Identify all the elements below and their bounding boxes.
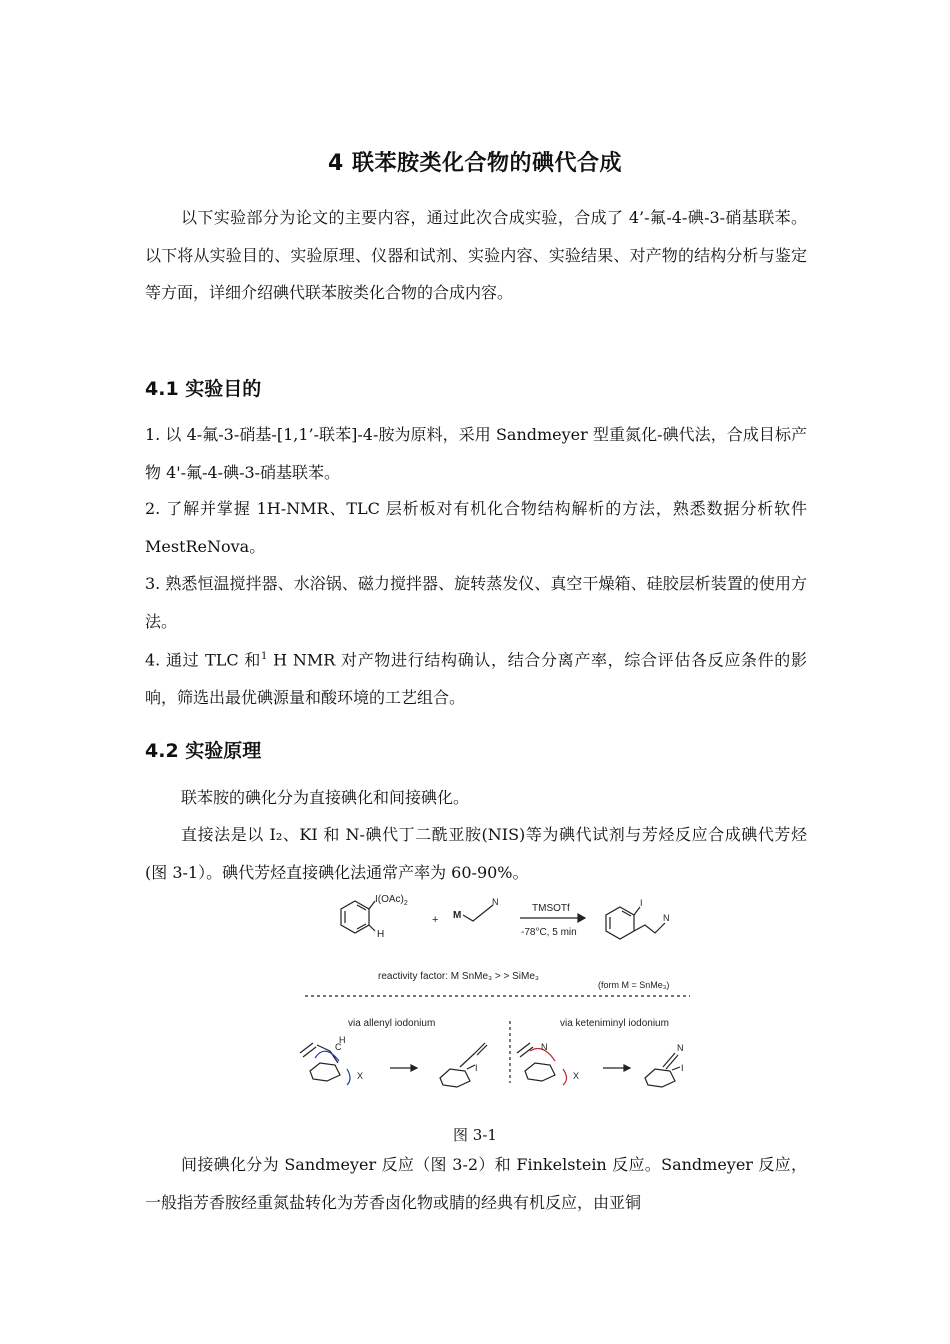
section-heading-4-2: 4.2 实验原理 [145, 740, 262, 762]
objective-item-2: 2. 了解并掌握 1H-NMR、TLC 层析板对有机化合物结构解析的方法，熟悉数据分析软件 MestReNova。 [145, 499, 807, 556]
reaction-arrow-head [578, 914, 585, 922]
n-label-2: N [541, 1042, 548, 1052]
h-label-2: H [339, 1035, 346, 1045]
i-label-left: I [475, 1063, 478, 1073]
section-heading-4-1: 4.1 实验目的 [145, 378, 262, 400]
figure-caption: 图 3-1 [453, 1126, 497, 1144]
h-label: H [377, 929, 385, 940]
mechanism-arrow-head-right [624, 1065, 630, 1071]
objective-item-4-text-a: 4. 通过 TLC 和 [145, 650, 262, 670]
c-label: C [335, 1042, 342, 1052]
product-n-label: N [663, 913, 670, 923]
plus-sign: + [432, 914, 439, 926]
benzene-ring-product [606, 907, 665, 939]
allenyl-product [440, 1043, 487, 1087]
superscript-1: 1 [261, 651, 268, 662]
reaction-arrow-bottom-label: -78°C, 5 min [521, 927, 577, 938]
objective-item-4-text-b: H NMR 对产物进行结构确认，结合分离产率，综合评估各反应条件的影响，筛选出最优碘源量和酸环境的工艺组合。 [145, 650, 807, 707]
mechanism-arrow-head-left [411, 1065, 417, 1071]
reactivity-factor: reactivity factor: M SnMe₃ > > SiMe₃ [378, 971, 539, 982]
intro-paragraph: 以下实验部分为论文的主要内容，通过此次合成实验，合成了 4’-氟-4-碘-3-硝基联苯。以下将从实验目的、实验原理、仪器和试剂、实验内容、实验结果、对产物的结构分析与鉴定等方面，详细介绍碘代联苯胺类化合物的合成内容。 [145, 208, 807, 302]
form-note: (form M = SnMe₃) [598, 980, 670, 990]
benzene-ring-reactant [341, 901, 375, 933]
objective-item-3: 3. 熟悉恒温搅拌器、水浴锅、磁力搅拌器、旋转蒸发仪、真空干燥箱、硅胶层析装置的使用方法。 [145, 574, 807, 631]
principle-paragraph-1: 联苯胺的碘化分为直接碘化和间接碘化。 [181, 788, 470, 807]
allenyl-intermediate [300, 1043, 350, 1085]
keteniminyl-product [645, 1053, 680, 1087]
principle-paragraph-2: 直接法是以 I₂、KI 和 N-碘代丁二酰亚胺(NIS)等为碘代试剂与芳烃反应合成碘代芳烃(图 3-1）。碘代芳烃直接碘化法通常产率为 60-90%。 [145, 825, 807, 882]
objective-item-1: 1. 以 4-氟-3-硝基-[1,1’-联苯]-4-胺为原料，采用 Sandmeyer 型重氮化-碘代法，合成目标产物 4'-氟-4-碘-3-硝基联苯。 [145, 425, 807, 482]
chapter-title: 4 联苯胺类化合物的碘代合成 [328, 151, 622, 176]
objective-item-4 [145, 638, 807, 716]
reaction-scheme-figure [295, 893, 695, 1093]
i-label-right: I [681, 1063, 684, 1073]
via-allenyl-label: via allenyl iodonium [348, 1018, 436, 1029]
m-label: M [453, 910, 462, 921]
x-label-right: X [573, 1071, 580, 1081]
via-keteniminyl-label: via keteniminyl iodonium [560, 1018, 669, 1029]
n-label: N [492, 897, 499, 907]
n-label-3: N [677, 1043, 684, 1053]
product-i-label: I [640, 898, 643, 908]
x-label-left: X [357, 1071, 364, 1081]
reagent-label: $I(OAc)_2$ [375, 894, 408, 907]
principle-paragraph-3: 间接碘化分为 Sandmeyer 反应（图 3-2）和 Finkelstein 反应。Sandmeyer 反应，一般指芳香胺经重氮盐转化为芳香卤化物或腈的经典有机反应，由亚铜 [145, 1155, 807, 1212]
acetonitrile-chain [463, 905, 493, 921]
reaction-arrow-top-label: TMSOTf [532, 903, 570, 914]
